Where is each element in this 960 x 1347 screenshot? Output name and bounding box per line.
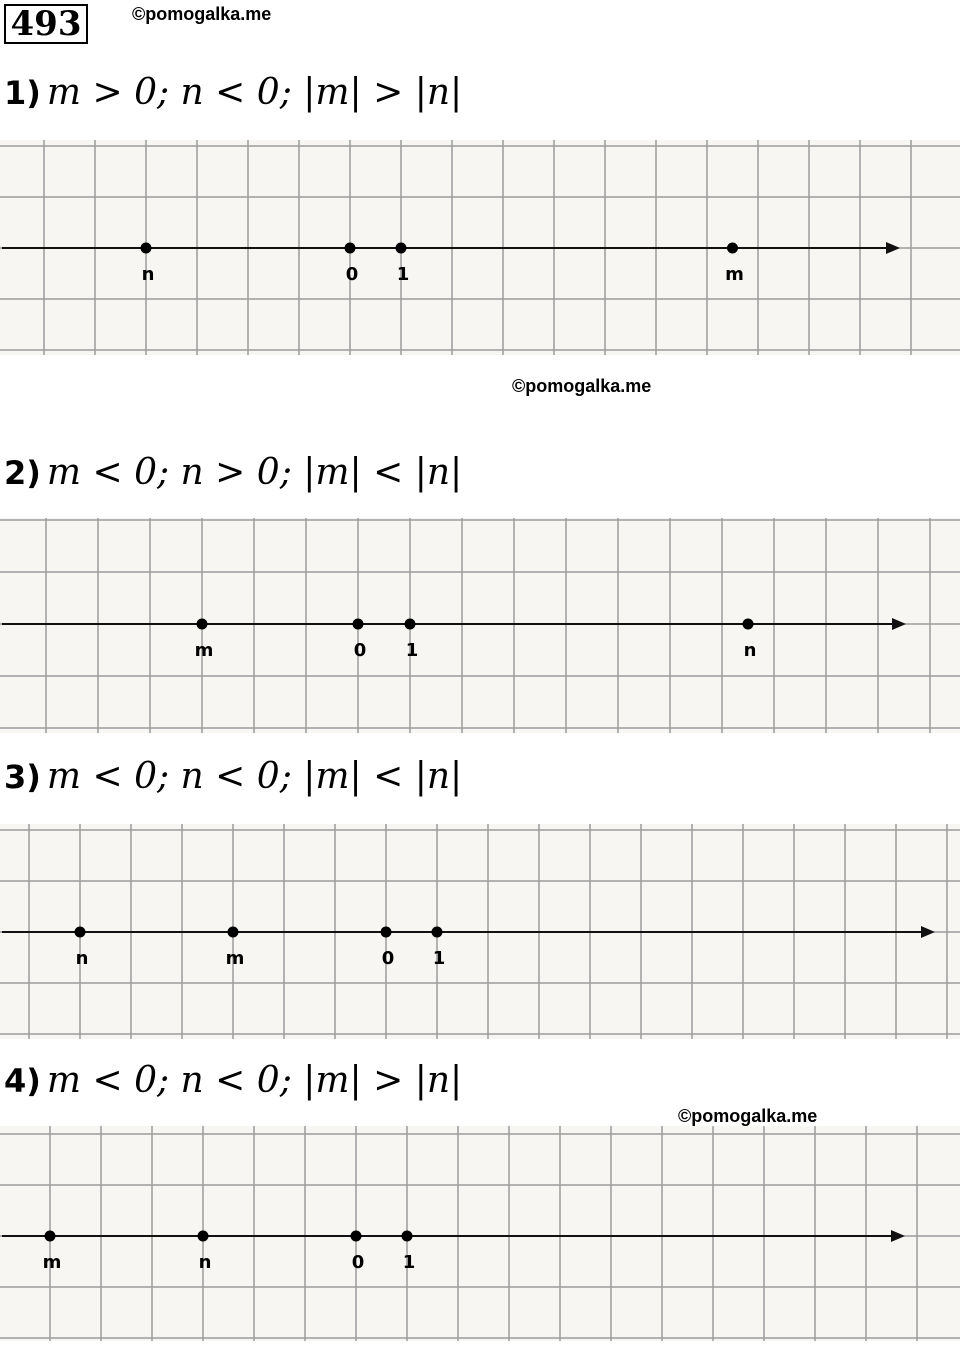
point-label-1: 1 — [432, 948, 446, 969]
point-0 — [345, 243, 356, 254]
watermark: ©pomogalka.me — [512, 376, 652, 396]
task-label: 1) — [4, 74, 41, 112]
task-label: 4) — [4, 1062, 41, 1100]
number-line-4 — [0, 1126, 960, 1341]
point-label-0: 0 — [381, 948, 395, 969]
condition-text: m < 0; n < 0; |m| < |n| — [46, 756, 463, 797]
point-m — [45, 1231, 56, 1242]
point-label-0: 0 — [345, 264, 359, 285]
number-line-2 — [0, 518, 960, 733]
point-m — [228, 927, 239, 938]
task-label: 3) — [4, 758, 41, 796]
point-0 — [351, 1231, 362, 1242]
point-1 — [396, 243, 407, 254]
task-label: 2) — [4, 454, 41, 492]
task-4-condition — [4, 1060, 462, 1110]
number-line-1 — [0, 140, 960, 355]
task-1-condition — [4, 72, 462, 122]
point-label-1: 1 — [396, 264, 410, 285]
watermark: ©pomogalka.me — [132, 4, 272, 24]
point-n — [743, 619, 754, 630]
number-line-3 — [0, 824, 960, 1039]
grid-paper — [0, 1126, 960, 1341]
watermark: ©pomogalka.me — [678, 1106, 818, 1126]
point-m — [727, 243, 738, 254]
condition-text: m < 0; n > 0; |m| < |n| — [46, 452, 463, 493]
point-label-m: m — [42, 1252, 62, 1273]
point-0 — [353, 619, 364, 630]
grid-paper — [0, 518, 960, 733]
point-m — [197, 619, 208, 630]
point-label-n: n — [75, 948, 89, 969]
point-1 — [402, 1231, 413, 1242]
point-n — [141, 243, 152, 254]
point-label-n: n — [198, 1252, 212, 1273]
point-label-0: 0 — [351, 1252, 365, 1273]
point-label-m: m — [225, 948, 245, 969]
point-label-n: n — [141, 264, 155, 285]
point-label-m: m — [194, 640, 214, 661]
condition-text: m > 0; n < 0; |m| > |n| — [46, 72, 463, 113]
point-1 — [432, 927, 443, 938]
task-2-condition — [4, 452, 462, 502]
point-label-1: 1 — [402, 1252, 416, 1273]
point-label-0: 0 — [353, 640, 367, 661]
task-3-condition — [4, 756, 462, 806]
point-1 — [405, 619, 416, 630]
problem-number: 493 — [4, 4, 88, 44]
point-label-1: 1 — [405, 640, 419, 661]
point-n — [75, 927, 86, 938]
point-n — [198, 1231, 209, 1242]
point-0 — [381, 927, 392, 938]
point-label-n: n — [743, 640, 757, 661]
condition-text: m < 0; n < 0; |m| > |n| — [46, 1060, 463, 1101]
point-label-m: m — [725, 264, 744, 285]
